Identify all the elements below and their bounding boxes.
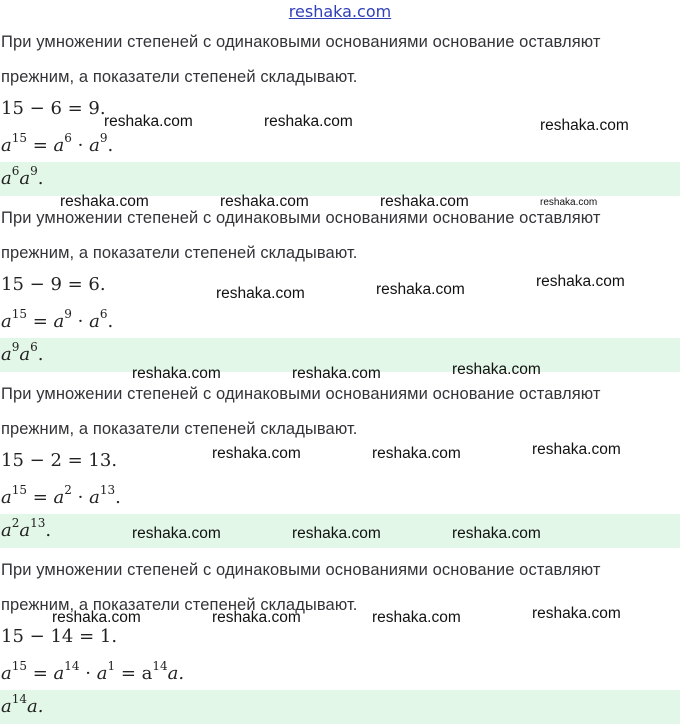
watermark: reshaka.com	[452, 525, 541, 542]
watermark: reshaka.com	[216, 285, 305, 302]
watermark: reshaka.com	[264, 113, 353, 130]
watermark: reshaka.com	[104, 113, 193, 130]
watermark: reshaka.com	[372, 445, 461, 462]
exponent-equation: 15 − 9 = 6.	[1, 274, 106, 295]
watermark: reshaka.com	[452, 361, 541, 378]
watermark: reshaka.com	[60, 193, 149, 210]
watermark: reshaka.com	[540, 117, 629, 134]
answer-expression: $a^9a^6$.	[1, 340, 44, 365]
watermark: reshaka.com	[52, 609, 141, 626]
solution-block	[0, 0, 680, 189]
watermark: reshaka.com	[132, 525, 221, 542]
watermark: reshaka.com	[212, 609, 301, 626]
exponent-equation: 15 − 14 = 1.	[1, 626, 118, 647]
watermark: reshaka.com	[292, 365, 381, 382]
watermark: reshaka.com	[540, 197, 598, 208]
watermark: reshaka.com	[380, 193, 469, 210]
exponent-equation: 15 − 2 = 13.	[1, 450, 118, 471]
rule-line-1: При умножении степеней с одинаковыми основаниями основание оставляют	[1, 209, 601, 227]
rule-line-2: прежним, а показатели степеней складывают.	[1, 596, 358, 614]
power-equation: $a^{15} = a^9 \cdot a^6$.	[1, 307, 114, 332]
answer-expression: $a^6a^9$.	[1, 164, 44, 189]
watermark: reshaka.com	[212, 445, 301, 462]
watermark: reshaka.com	[536, 273, 625, 290]
rule-line-2: прежним, а показатели степеней складывают.	[1, 68, 358, 86]
answer-expression: $a^{14}a$.	[1, 692, 44, 717]
watermark: reshaka.com	[372, 609, 461, 626]
watermark: reshaka.com	[532, 441, 621, 458]
watermark: reshaka.com	[132, 365, 221, 382]
rule-line-1: При умножении степеней с одинаковыми основаниями основание оставляют	[1, 561, 601, 579]
rule-line-2: прежним, а показатели степеней складывают.	[1, 420, 358, 438]
exponent-equation: 15 − 6 = 9.	[1, 98, 106, 119]
power-equation: $a^{15} = a^2 \cdot a^{13}$.	[1, 483, 121, 508]
site-header-link[interactable]: reshaka.com	[288, 2, 392, 21]
watermark: reshaka.com	[376, 281, 465, 298]
rule-line-1: При умножении степеней с одинаковыми основаниями основание оставляют	[1, 33, 601, 51]
answer-expression: $a^2a^{13}$.	[1, 516, 52, 541]
watermark: reshaka.com	[532, 605, 621, 622]
answer-row	[0, 690, 680, 724]
watermark: reshaka.com	[220, 193, 309, 210]
watermark: reshaka.com	[292, 525, 381, 542]
rule-line-2: прежним, а показатели степеней складывают.	[1, 244, 358, 262]
solution-block	[0, 528, 680, 726]
rule-line-1: При умножении степеней с одинаковыми основаниями основание оставляют	[1, 385, 601, 403]
power-equation: $a^{15} = a^{14} \cdot a^1 = a^{14}a$.	[1, 659, 185, 684]
power-equation: $a^{15} = a^6 \cdot a^9$.	[1, 131, 114, 156]
